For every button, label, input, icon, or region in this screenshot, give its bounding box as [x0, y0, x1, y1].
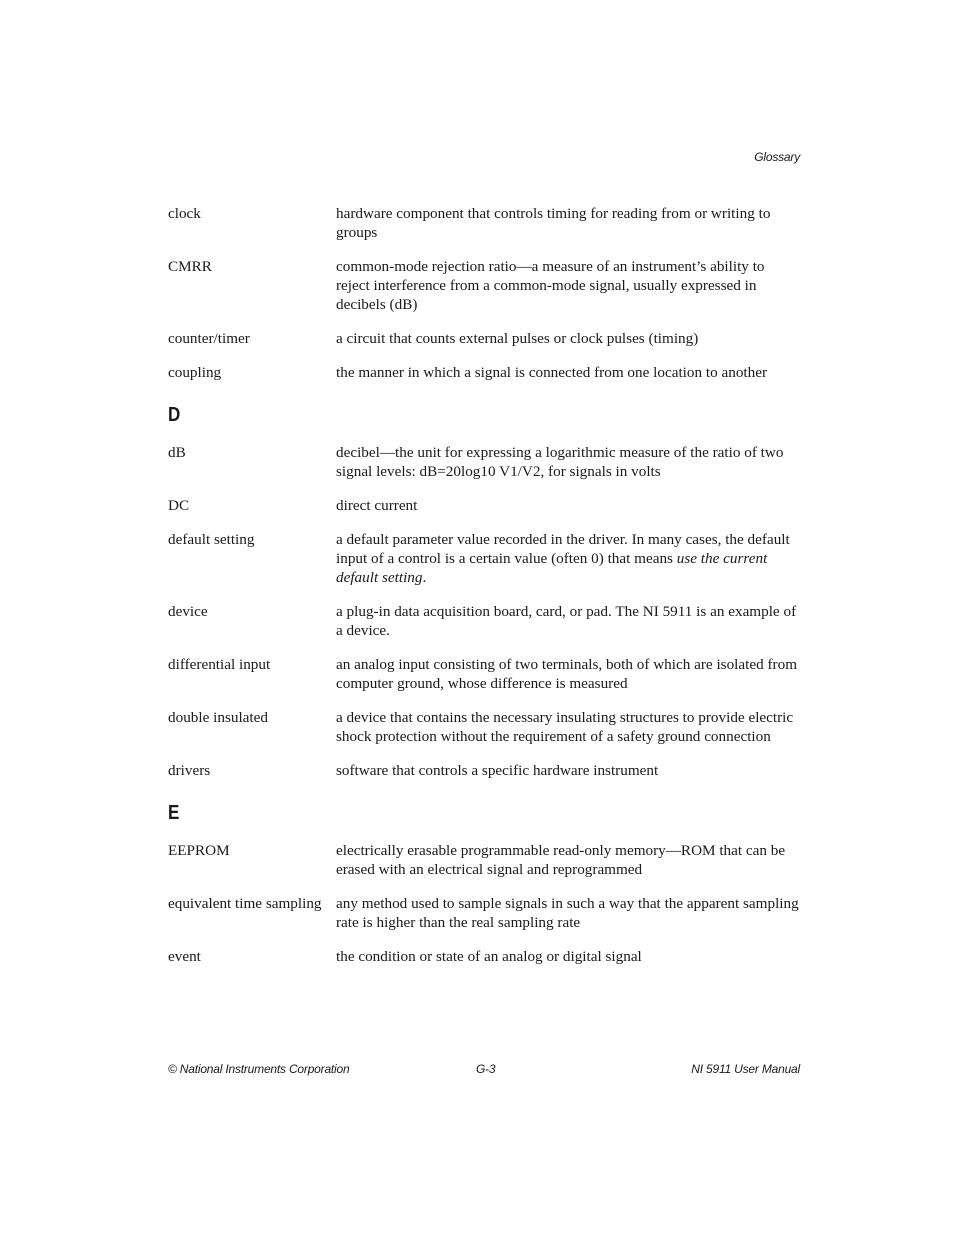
glossary-entry — [168, 655, 800, 693]
glossary-section-c — [168, 204, 800, 382]
glossary-definition: hardware component that controls timing for reading from or writing to groups — [336, 205, 771, 241]
glossary-entry — [168, 894, 800, 932]
glossary-definition: the manner in which a signal is connected from one location to another — [336, 364, 768, 381]
glossary-term: clock — [168, 205, 201, 222]
glossary-entry — [168, 496, 800, 515]
glossary-term: double insulated — [168, 709, 268, 726]
footer-page-number: G-3 — [476, 1062, 496, 1076]
glossary-section-d — [168, 404, 800, 780]
running-header: Glossary — [754, 150, 800, 164]
glossary-term: differential input — [168, 656, 271, 673]
footer-manual-title: NI 5911 User Manual — [691, 1062, 800, 1076]
definition-emphasis: use the current default setting — [336, 550, 768, 586]
glossary-definition: decibel—the unit for expressing a logarithmic measure of the ratio of two signal levels: dB=20log10 V1/V2, for signals in volts — [336, 444, 784, 480]
glossary-definition: common-mode rejection ratio—a measure of an instrument’s ability to reject interference from a common-mode signal, usually expressed in decibels (dB) — [336, 258, 765, 313]
glossary-term: device — [168, 603, 208, 620]
glossary-definition: a plug-in data acquisition board, card, or pad. The NI 5911 is an example of a device. — [336, 603, 797, 639]
glossary-term: event — [168, 948, 201, 965]
glossary-term: dB — [168, 444, 186, 461]
glossary-term: CMRR — [168, 258, 212, 275]
glossary-definition: an analog input consisting of two terminals, both of which are isolated from computer ground, whose difference is measured — [336, 656, 798, 692]
glossary-definition: electrically erasable programmable read-only memory—ROM that can be erased with an electrical signal and reprogrammed — [336, 842, 786, 878]
glossary-definition: the condition or state of an analog or digital signal — [336, 948, 642, 965]
glossary-section-e — [168, 802, 800, 966]
glossary-entry — [168, 530, 800, 587]
glossary-entry — [168, 443, 800, 481]
glossary-term: coupling — [168, 364, 222, 381]
glossary-definition: software that controls a specific hardware instrument — [336, 762, 659, 779]
glossary-content — [168, 204, 800, 981]
page-footer — [168, 1062, 800, 1078]
glossary-definition: direct current — [336, 497, 418, 514]
glossary-entry — [168, 363, 800, 382]
glossary-entry — [168, 329, 800, 348]
glossary-entry — [168, 761, 800, 780]
glossary-definition — [336, 530, 800, 587]
glossary-term: equivalent time sampling — [168, 895, 322, 912]
glossary-entry — [168, 257, 800, 314]
section-heading-e: E — [168, 802, 180, 824]
glossary-entry — [168, 708, 800, 746]
glossary-definition: a circuit that counts external pulses or clock pulses (timing) — [336, 330, 699, 347]
definition-text: a default parameter value recorded in the driver. In many cases, the default input of a control is a certain value (often 0) that means — [336, 531, 790, 567]
glossary-term: counter/timer — [168, 330, 250, 347]
footer-copyright: © National Instruments Corporation — [168, 1062, 350, 1076]
glossary-entry — [168, 841, 800, 879]
section-heading-d: D — [168, 404, 181, 426]
glossary-entry — [168, 204, 800, 242]
glossary-definition: any method used to sample signals in such a way that the apparent sampling rate is higher than the real sampling rate — [336, 895, 799, 931]
glossary-term: EEPROM — [168, 842, 230, 859]
glossary-entry — [168, 947, 800, 966]
glossary-entry — [168, 602, 800, 640]
glossary-definition: a device that contains the necessary insulating structures to provide electric shock protection without the requirement of a safety ground connection — [336, 709, 794, 745]
glossary-term: drivers — [168, 762, 211, 779]
definition-text: . — [422, 569, 427, 586]
glossary-term: default setting — [168, 531, 255, 548]
glossary-term: DC — [168, 497, 190, 514]
